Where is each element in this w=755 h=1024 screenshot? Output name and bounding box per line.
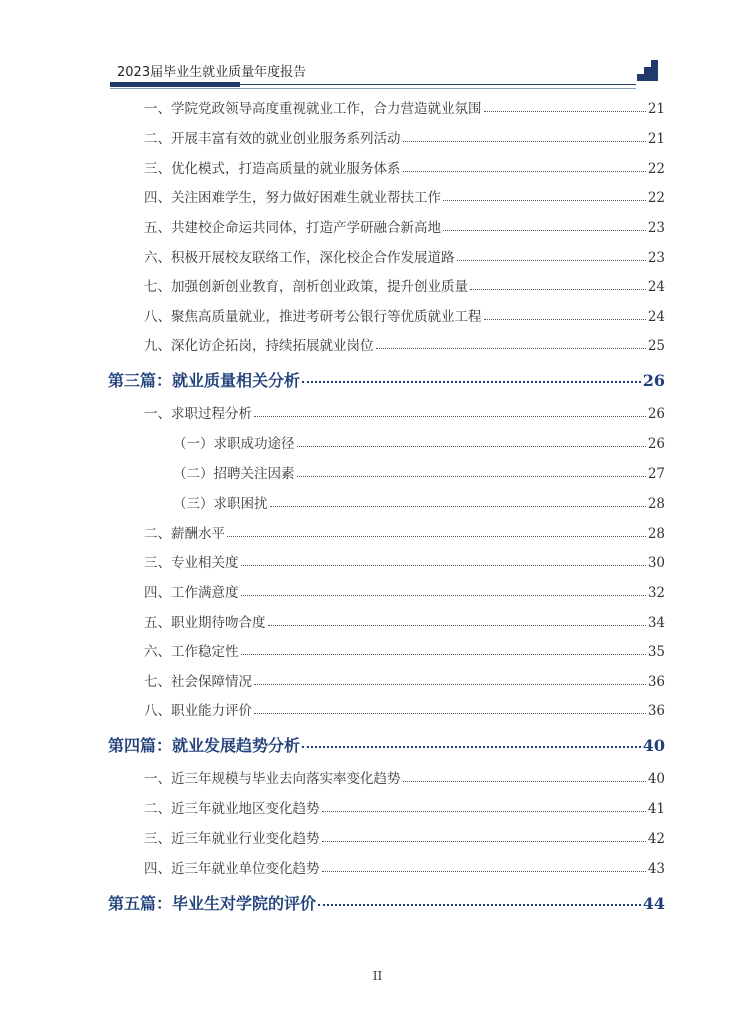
toc-entry-page: 21 [647, 101, 665, 117]
toc-leader-dots [318, 904, 641, 906]
toc-entry-page: 24 [647, 309, 665, 325]
toc-leader-dots [227, 536, 646, 537]
toc-leader-dots [376, 348, 646, 349]
toc-leader-dots [443, 200, 646, 201]
toc-entry-title: （一）求职成功途径 [173, 436, 295, 452]
toc-leader-dots [457, 260, 646, 261]
toc-entry-title: 一、学院党政领导高度重视就业工作，合力营造就业氛围 [144, 101, 482, 117]
toc-entry-page: 43 [647, 861, 665, 877]
toc-leader-dots [241, 654, 646, 655]
toc-leader-dots [484, 111, 646, 112]
toc-entry-title: 三、专业相关度 [144, 555, 239, 571]
toc-entry-title: 二、薪酬水平 [144, 526, 225, 542]
toc-leader-dots [322, 871, 646, 872]
toc-entry-page: 41 [647, 801, 665, 817]
toc-entry-title: 三、优化模式，打造高质量的就业服务体系 [144, 161, 401, 177]
toc-leader-dots [297, 476, 646, 477]
toc-leader-dots [302, 746, 641, 748]
toc-entry-title: 第五篇：毕业生对学院的评价 [108, 894, 317, 913]
toc-leader-dots [443, 230, 646, 231]
toc-entry-title: 九、深化访企拓岗，持续拓展就业岗位 [144, 338, 374, 354]
toc-entry-title: 一、近三年规模与毕业去向落实率变化趋势 [144, 771, 401, 787]
toc-section-entry[interactable] [144, 186, 665, 206]
toc-entry-page: 34 [647, 615, 665, 631]
toc-entry-page: 40 [642, 736, 665, 755]
toc-leader-dots [270, 506, 646, 507]
toc-leader-dots [254, 684, 646, 685]
toc-section-entry[interactable] [144, 797, 665, 817]
toc-section-entry[interactable] [144, 522, 665, 542]
toc-entry-title: 七、社会保障情况 [144, 674, 252, 690]
toc-leader-dots [254, 416, 646, 417]
toc-subsection-entry[interactable] [173, 462, 665, 482]
toc-section-entry[interactable] [144, 827, 665, 847]
toc-section-entry[interactable] [144, 97, 665, 117]
header-rule [240, 84, 636, 85]
toc-leader-dots [322, 811, 646, 812]
toc-subsection-entry[interactable] [173, 492, 665, 512]
toc-section-entry[interactable] [144, 246, 665, 266]
toc-leader-dots [297, 446, 646, 447]
toc-entry-title: 一、求职过程分析 [144, 406, 252, 422]
toc-entry-page: 32 [647, 585, 665, 601]
toc-entry-page: 36 [647, 674, 665, 690]
toc-entry-title: 四、近三年就业单位变化趋势 [144, 861, 320, 877]
toc-entry-page: 24 [647, 279, 665, 295]
toc-part-heading[interactable] [108, 891, 665, 911]
toc-section-entry[interactable] [144, 581, 665, 601]
toc-entry-page: 23 [647, 250, 665, 266]
toc-section-entry[interactable] [144, 857, 665, 877]
toc-leader-dots [322, 841, 646, 842]
toc-section-entry[interactable] [144, 640, 665, 660]
toc-entry-title: 五、共建校企命运共同体，打造产学研融合新高地 [144, 220, 441, 236]
toc-section-entry[interactable] [144, 670, 665, 690]
toc-entry-page: 36 [647, 703, 665, 719]
toc-entry-title: 六、工作稳定性 [144, 644, 239, 660]
toc-entry-page: 44 [642, 894, 665, 913]
toc-section-entry[interactable] [144, 699, 665, 719]
toc-leader-dots [254, 713, 646, 714]
toc-entry-page: 40 [647, 771, 665, 787]
toc-section-entry[interactable] [144, 275, 665, 295]
toc-entry-title: 八、聚焦高质量就业，推进考研考公银行等优质就业工程 [144, 309, 482, 325]
toc-section-entry[interactable] [144, 334, 665, 354]
toc-leader-dots [241, 595, 646, 596]
toc-entry-title: 八、职业能力评价 [144, 703, 252, 719]
toc-entry-title: 七、加强创新创业教育，剖析创业政策，提升创业质量 [144, 279, 468, 295]
toc-entry-title: 三、近三年就业行业变化趋势 [144, 831, 320, 847]
toc-leader-dots [484, 319, 646, 320]
toc-entry-title: 四、关注困难学生，努力做好困难生就业帮扶工作 [144, 190, 441, 206]
toc-entry-page: 22 [647, 190, 665, 206]
page-number: II [372, 969, 383, 983]
toc-entry-page: 21 [647, 131, 665, 147]
toc-entry-title: 六、积极开展校友联络工作，深化校企合作发展道路 [144, 250, 455, 266]
toc-leader-dots [470, 289, 646, 290]
toc-leader-dots [241, 565, 646, 566]
toc-entry-page: 28 [647, 526, 665, 542]
toc-section-entry[interactable] [144, 767, 665, 787]
toc-part-heading[interactable] [108, 368, 665, 388]
toc-entry-page: 35 [647, 644, 665, 660]
toc-entry-title: 二、近三年就业地区变化趋势 [144, 801, 320, 817]
toc-entry-page: 28 [647, 496, 665, 512]
report-logo-icon [637, 60, 658, 81]
toc-section-entry[interactable] [144, 611, 665, 631]
toc-leader-dots [302, 381, 641, 383]
toc-part-heading[interactable] [108, 733, 665, 753]
toc-leader-dots [268, 625, 646, 626]
toc-entry-title: 四、工作满意度 [144, 585, 239, 601]
toc-subsection-entry[interactable] [173, 432, 665, 452]
toc-entry-page: 26 [647, 436, 665, 452]
toc-entry-page: 42 [647, 831, 665, 847]
toc-leader-dots [403, 781, 646, 782]
toc-section-entry[interactable] [144, 551, 665, 571]
header-rule-accent [110, 82, 240, 87]
toc-leader-dots [403, 171, 646, 172]
toc-entry-title: 五、职业期待吻合度 [144, 615, 266, 631]
toc-entry-page: 25 [647, 338, 665, 354]
toc-entry-page: 23 [647, 220, 665, 236]
toc-entry-page: 27 [647, 466, 665, 482]
toc-entry-title: （二）招聘关注因素 [173, 466, 295, 482]
toc-leader-dots [403, 141, 646, 142]
toc-entry-title: 二、开展丰富有效的就业创业服务系列活动 [144, 131, 401, 147]
toc-entry-page: 22 [647, 161, 665, 177]
toc-entry-title: 第四篇：就业发展趋势分析 [108, 736, 301, 755]
toc-section-entry[interactable] [144, 216, 665, 236]
toc-section-entry[interactable] [144, 402, 665, 422]
header-rule-secondary [110, 88, 636, 89]
toc-entry-page: 26 [642, 371, 665, 390]
toc-entry-title: 第三篇：就业质量相关分析 [108, 371, 301, 390]
toc-section-entry[interactable] [144, 157, 665, 177]
toc-section-entry[interactable] [144, 305, 665, 325]
toc-section-entry[interactable] [144, 127, 665, 147]
toc-entry-page: 30 [647, 555, 665, 571]
toc-entry-title: （三）求职困扰 [173, 496, 268, 512]
toc-entry-page: 26 [647, 406, 665, 422]
report-header-title: 2023届毕业生就业质量年度报告 [117, 65, 307, 80]
